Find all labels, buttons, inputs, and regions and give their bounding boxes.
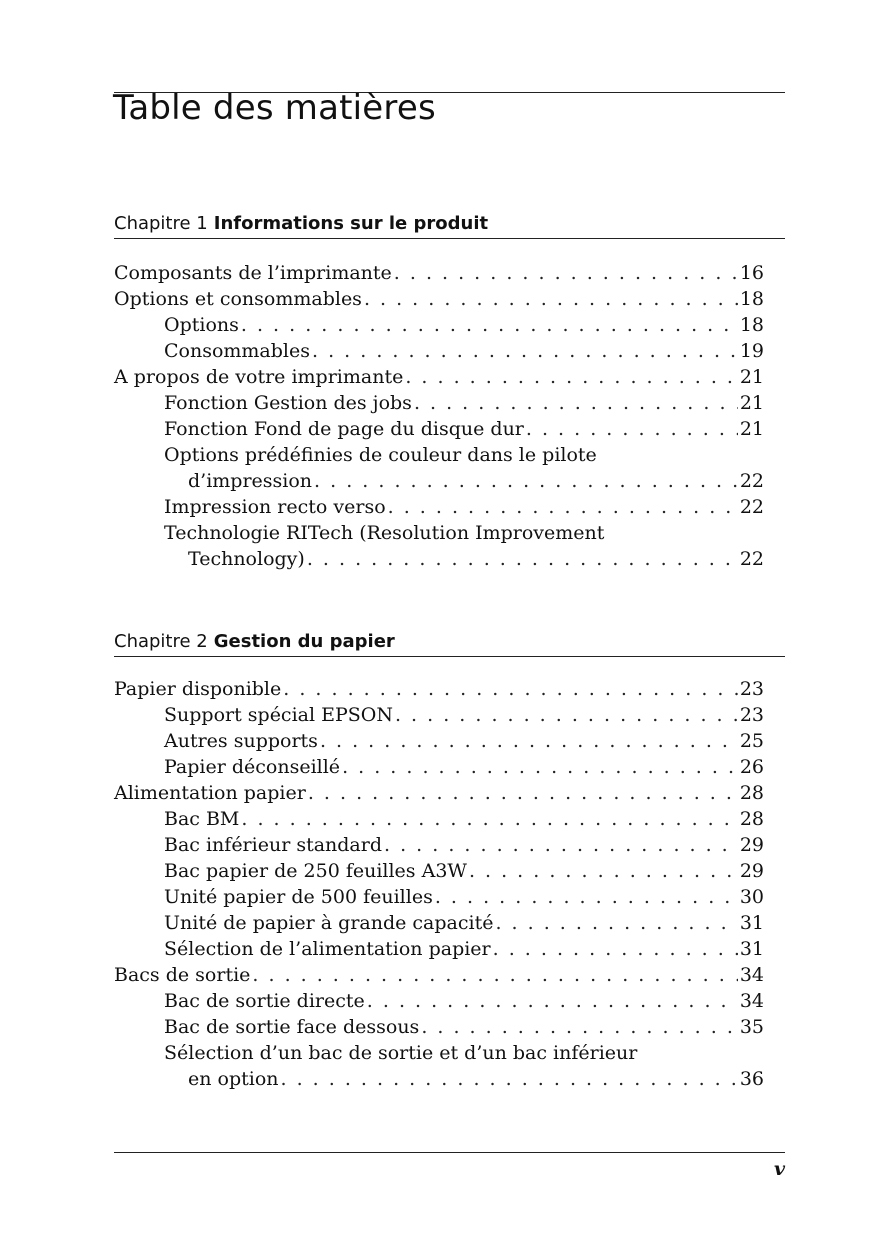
toc-entry[interactable]: A propos de votre imprimante . . . 21 xyxy=(114,364,764,390)
toc-entry[interactable]: Composants de l’imprimante . . . 16 xyxy=(114,260,764,286)
page-number: v xyxy=(773,1158,785,1180)
toc-subentry[interactable]: Bac de sortie directe . . . 34 xyxy=(114,988,764,1014)
toc-subentry[interactable]: Unité papier de 500 feuilles . . . 30 xyxy=(114,884,764,910)
toc-subentry[interactable]: Bac de sortie face dessous . . . 35 xyxy=(114,1014,764,1040)
toc-subentry-first-line[interactable]: Technologie RITech (Resolution Improvement xyxy=(164,522,605,544)
toc-subentry-continuation[interactable]: d’impression . . . 22 xyxy=(114,468,764,494)
chapter-title: Informations sur le produit xyxy=(213,213,489,234)
chapter-2-heading xyxy=(114,631,785,657)
toc-entry[interactable]: Options et consommables . . . 18 xyxy=(114,286,764,312)
toc-subentry-first-line[interactable]: Sélection d’un bac de sortie et d’un bac inférieur xyxy=(164,1042,638,1064)
toc-subentry[interactable]: Impression recto verso . . . 22 xyxy=(114,494,764,520)
chapter-title: Gestion du papier xyxy=(213,631,395,652)
toc-chapter-1 xyxy=(114,260,764,572)
toc-entry[interactable]: Alimentation papier . . . 28 xyxy=(114,780,764,806)
toc-subentry[interactable]: Sélection de l’alimentation papier . . . 31 xyxy=(114,936,764,962)
toc-subentry[interactable]: Bac BM . . . 28 xyxy=(114,806,764,832)
toc-subentry[interactable]: Fonction Fond de page du disque dur . . . 21 xyxy=(114,416,764,442)
toc-subentry[interactable]: Papier déconseillé . . . 26 xyxy=(114,754,764,780)
toc-chapter-2 xyxy=(114,676,764,1092)
chapter-label: Chapitre 1 xyxy=(114,213,208,234)
page-title: Table des matières xyxy=(113,88,436,128)
bottom-rule xyxy=(114,1152,785,1153)
toc-subentry-first-line[interactable]: Options prédéfinies de couleur dans le pilote xyxy=(164,444,597,466)
toc-subentry[interactable]: Bac papier de 250 feuilles A3W . . . 29 xyxy=(114,858,764,884)
toc-entry[interactable]: Papier disponible . . . 23 xyxy=(114,676,764,702)
toc-subentry-continuation[interactable]: en option . . . 36 xyxy=(114,1066,764,1092)
toc-subentry[interactable]: Bac inférieur standard . . . 29 xyxy=(114,832,764,858)
toc-subentry[interactable]: Unité de papier à grande capacité . . . 31 xyxy=(114,910,764,936)
toc-subentry[interactable]: Options . . . 18 xyxy=(114,312,764,338)
chapter-1-heading xyxy=(114,213,785,239)
toc-subentry-continuation[interactable]: Technology) . . . 22 xyxy=(114,546,764,572)
toc-subentry[interactable]: Support spécial EPSON . . . 23 xyxy=(114,702,764,728)
toc-entry[interactable]: Bacs de sortie . . . 34 xyxy=(114,962,764,988)
toc-subentry[interactable]: Fonction Gestion des jobs . . . 21 xyxy=(114,390,764,416)
chapter-label: Chapitre 2 xyxy=(114,631,208,652)
toc-subentry[interactable]: Autres supports . . . 25 xyxy=(114,728,764,754)
toc-subentry[interactable]: Consommables . . . 19 xyxy=(114,338,764,364)
